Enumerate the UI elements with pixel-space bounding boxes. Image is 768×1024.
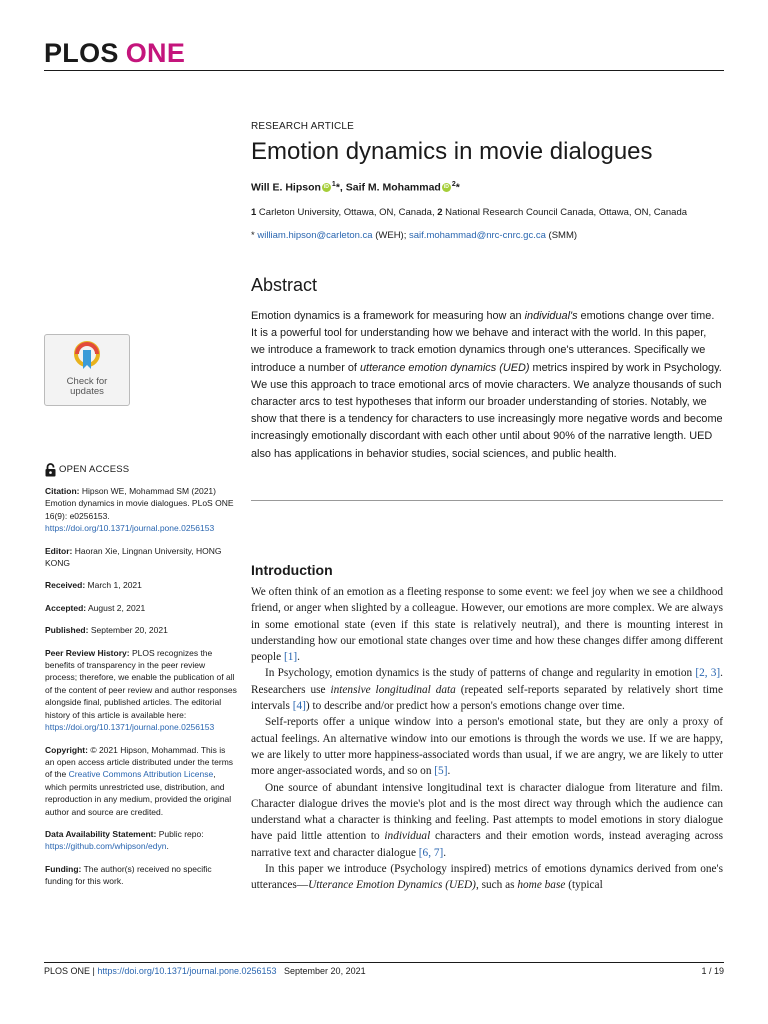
meta-label: Funding: [45, 863, 82, 874]
footer-journal: PLOS ONE [44, 966, 91, 976]
footer-divider [44, 962, 724, 963]
meta-text: Hipson WE, Mohammad SM (2021) Emotion dynamics in movie dialogues. PLoS ONE 16(9): e0256153. [45, 486, 234, 521]
email-link[interactable]: william.hipson@carleton.ca [257, 230, 373, 241]
emphasis-text: Utterance Emotion Dynamics (UED) [308, 879, 476, 892]
citation-ref-link[interactable]: [1] [283, 651, 298, 664]
abstract-text: emotions change over time. It is a powerful tool for understanding how we behave and interact with the world. In this paper, we introduce a framework to track emotion dynamics through one's utterances. Specifically we introduce a number of [251, 310, 715, 374]
abstract-divider [251, 500, 723, 501]
meta-text: March 1, 2021 [85, 580, 142, 591]
badge-line: Check for [66, 376, 108, 387]
logo-plos: PLOS [44, 38, 119, 68]
meta-text: Public repo: [156, 828, 204, 839]
affiliation-number: 2 [437, 207, 443, 218]
abstract-heading: Abstract [251, 275, 318, 295]
badge-label [45, 377, 129, 397]
open-lock-icon [45, 463, 56, 477]
check-for-updates-badge[interactable] [44, 334, 130, 406]
affiliation-superscript: 2 [451, 181, 456, 188]
peer-review-block [45, 647, 237, 734]
editor-block [45, 545, 237, 570]
abstract-emphasis: individual's [524, 310, 578, 322]
received-block [45, 579, 237, 591]
paragraph [251, 584, 723, 665]
footer-doi-link[interactable]: https://doi.org/10.1371/journal.pone.0256153 [97, 966, 277, 976]
email-owner: (WEH); [372, 230, 410, 241]
article-type: RESEARCH ARTICLE [251, 121, 355, 132]
meta-label: Peer Review History: [45, 647, 130, 658]
meta-text: PLOS recognizes the benefits of transparency in the peer review process; therefore, we enable the publication of all of the content of peer review and author responses alongside final, published articles. The editorial history of this article is available here: [45, 647, 237, 720]
open-access-text: OPEN ACCESS [59, 463, 130, 475]
affiliation-text: Carleton University, Ottawa, ON, Canada, [256, 207, 438, 218]
citation-block [45, 485, 237, 535]
header-divider [44, 70, 724, 71]
affiliation-text: National Research Council Canada, Ottawa, ON, Canada [442, 207, 688, 218]
meta-label: Received: [45, 580, 86, 591]
citation-ref-link[interactable]: [4] [292, 700, 306, 713]
paragraph-text: characters and their emotion words, instead averaging across narrative text and character dialogue [251, 830, 723, 859]
paragraph-text: Self-reports offer a unique window into a person's emotional state, but they are only a proxy of actual feelings. An alternative window into our emotions is through the words we use. If we are happy, we are likely to utter more happiness-associated words than usual, if we are angry, we are likely to utter more anger-associated words, and so on [251, 716, 723, 778]
meta-label: Data Availability Statement: [45, 828, 157, 839]
paragraph-text: . [297, 651, 300, 664]
meta-text: . [166, 841, 169, 852]
paragraph [251, 714, 723, 779]
paragraph-text: . [443, 846, 447, 859]
abstract-emphasis: utterance emotion dynamics (UED) [359, 361, 530, 374]
abstract-text: Emotion dynamics is a framework for measuring how an [251, 310, 525, 322]
introduction-heading: Introduction [251, 562, 333, 578]
copyright-block [45, 744, 237, 818]
crossmark-icon [72, 341, 102, 371]
email-owner: (SMM) [545, 230, 578, 241]
paragraph-text: One source of abundant intensive longitudinal text is character dialogue from literature and film. Character dialogue drives the movie's plot and is the most direct way through which the audience can understand what a character is thinking and feeling. Past attempts to model emotions in story dialogue have paid little attention to [251, 781, 723, 843]
footer-date: September 20, 2021 [284, 966, 366, 976]
meta-text: © 2021 Hipson, Mohammad. This is an open access article distributed under the terms of the [45, 744, 234, 780]
footer-separator: | [90, 966, 98, 976]
paragraph-text: We often think of an emotion as a fleeting response to some event: we feel joy when we see a childhood friend, or anger when slighted by a colleague. However, our emotions are more complex. We are always in some emotional state (even if this state is relatively neutral), and there is mounting interest in understanding how our emotional state changes over time and how these changes differ among different people [251, 586, 723, 664]
affiliation-superscript: 1 [331, 181, 336, 188]
license-link[interactable]: Creative Commons Attribution License [68, 769, 214, 780]
citation-ref-link[interactable]: [6, 7] [418, 846, 444, 859]
author-name[interactable]: Will E. Hipson [251, 181, 321, 194]
meta-label: Editor: [45, 545, 73, 556]
corresponding-emails [251, 230, 577, 241]
citation-doi-link[interactable]: https://doi.org/10.1371/journal.pone.0256153 [45, 523, 215, 534]
page-number: 1 / 19 [701, 966, 724, 976]
author-list [251, 181, 460, 194]
meta-text: , which permits unrestricted use, distribution, and reproduction in any medium, provided the original author and source are credited. [45, 769, 232, 817]
orcid-icon[interactable] [442, 183, 451, 192]
funding-block [45, 863, 237, 888]
paragraph-text: In Psychology, emotion dynamics is the study of patterns of change and regularity in emotion [265, 667, 696, 680]
meta-text: Haoran Xie, Lingnan University, HONG KONG [45, 545, 222, 569]
peer-review-link[interactable]: https://doi.org/10.1371/journal.pone.0256153 [45, 722, 215, 733]
data-availability-block [45, 828, 237, 853]
github-repo-link[interactable]: https://github.com/whipson/edyn [45, 841, 167, 852]
emphasis-text: home base [517, 879, 566, 892]
author-name[interactable]: Saif M. Mohammad [345, 181, 441, 194]
emphasis-text: intensive longitudinal data [330, 683, 456, 696]
abstract-text: metrics inspired by work in Psychology. We use this approach to trace emotional arcs of movie characters. We analyze thousands of such character arcs to test hypotheses that inform our broader understanding of stories. Notably, we show that there is a tendency for characters to use increasingly more negative words and become increasingly emotionally discordant with each other until about 90% of the narrative length. UED also has applications in behavior studies, social sciences, and public health. [251, 361, 723, 460]
badge-line: updates [70, 386, 104, 397]
paragraph-text: (repeated self-reports separated by relatively short time intervals [251, 683, 723, 713]
affiliation-number: 1 [251, 207, 257, 218]
open-access-label [45, 463, 237, 477]
footer-citation [44, 966, 366, 976]
meta-text: August 2, 2021 [86, 602, 146, 613]
affiliations [251, 207, 687, 218]
introduction-body [251, 584, 723, 894]
accepted-block [45, 602, 237, 614]
email-link[interactable]: saif.mohammad@nrc-cnrc.gc.ca [409, 230, 546, 241]
contact-star: * [251, 230, 258, 241]
paragraph [251, 861, 723, 894]
citation-ref-link[interactable]: [2, 3] [695, 667, 721, 680]
paragraph-text: . Researchers use [251, 667, 723, 696]
orcid-icon[interactable] [322, 183, 331, 192]
abstract-body [251, 308, 723, 463]
corresponding-mark: *, [335, 181, 346, 194]
paragraph-text: In this paper we introduce (Psychology inspired) metrics of emotions dynamics derived from one's utterances— [251, 863, 723, 892]
published-block [45, 624, 237, 636]
article-title: Emotion dynamics in movie dialogues [251, 138, 653, 165]
paragraph-text: . [447, 765, 451, 778]
plos-one-logo[interactable] [44, 38, 185, 69]
paragraph [251, 780, 723, 861]
meta-label: Published: [45, 625, 89, 636]
citation-ref-link[interactable]: [5] [434, 765, 448, 778]
meta-label: Citation: [45, 486, 80, 496]
meta-label: Copyright: [45, 744, 88, 755]
meta-label: Accepted: [45, 602, 87, 613]
paragraph-text: ) to describe and/or predict how a person's emotions change over time. [305, 700, 625, 713]
logo-one: ONE [125, 38, 186, 68]
corresponding-mark: * [455, 181, 460, 194]
emphasis-text: individual [384, 830, 431, 843]
paragraph [251, 665, 723, 714]
paragraph-text: (typical [565, 879, 603, 892]
meta-text: The author(s) received no specific funding for this work. [45, 863, 212, 887]
article-metadata-sidebar [45, 463, 237, 898]
paragraph-text: , such as [475, 879, 518, 892]
meta-text: September 20, 2021 [88, 625, 168, 636]
